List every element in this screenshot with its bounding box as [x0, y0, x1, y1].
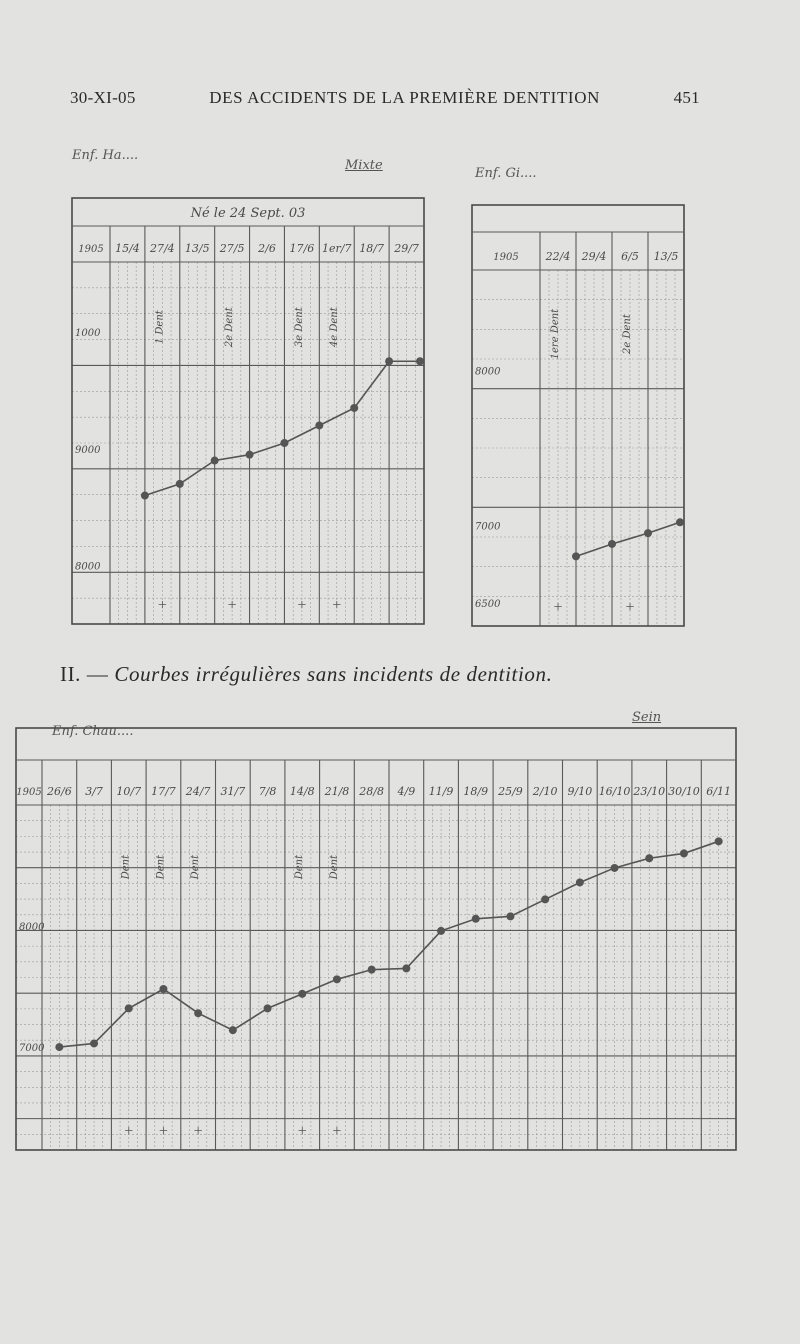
- tooth-marker: +: [553, 599, 563, 616]
- tick-label-y: 7000: [475, 521, 501, 533]
- tick-label-x: 29/7: [394, 242, 419, 255]
- data-point: [541, 895, 549, 903]
- tick-label-x: 26/6: [46, 785, 72, 798]
- tick-label-y: 8000: [19, 922, 45, 934]
- annotation-label: Dent: [155, 854, 167, 880]
- data-point: [333, 975, 341, 983]
- data-point: [572, 552, 580, 560]
- chart-1: [72, 198, 424, 624]
- tick-label-y: 1000: [75, 328, 101, 340]
- page-number: 451: [673, 88, 700, 107]
- tick-label-x: 16/10: [598, 785, 631, 798]
- tick-label-x: 21/8: [324, 785, 350, 798]
- tick-label-x: 30/10: [668, 785, 700, 798]
- tick-label-x: 4/9: [397, 785, 416, 798]
- year-label: 1905: [16, 787, 42, 798]
- data-point: [715, 837, 723, 845]
- year-label: 1905: [78, 244, 104, 255]
- tick-label-x: 17/6: [289, 242, 315, 255]
- data-point: [55, 1043, 63, 1051]
- tick-label-x: 6/11: [706, 785, 732, 798]
- tooth-marker: +: [227, 597, 237, 614]
- chart-frame: [472, 205, 684, 626]
- data-point: [125, 1004, 133, 1012]
- chart1-title: Né le 24 Sept. 03: [190, 206, 306, 221]
- data-point: [645, 854, 653, 862]
- data-point: [280, 439, 288, 447]
- data-point: [611, 864, 619, 872]
- minor-grid: [72, 262, 424, 624]
- annotation-label: 2e Dent: [224, 307, 236, 348]
- data-point: [315, 421, 323, 429]
- annotation-label: 1 Dent: [154, 310, 166, 345]
- tick-label-x: 2/6: [258, 242, 276, 255]
- annotation-label: 2e Dent: [622, 314, 633, 355]
- data-point: [264, 1004, 272, 1012]
- data-point: [350, 404, 358, 412]
- tick-label-x: 31/7: [220, 785, 246, 798]
- data-point: [402, 964, 410, 972]
- data-point: [416, 357, 424, 365]
- tick-label-x: 9/10: [567, 785, 593, 798]
- data-point: [506, 912, 514, 920]
- data-point: [676, 518, 684, 526]
- data-point: [385, 357, 393, 365]
- tick-label-x: 29/4: [581, 250, 607, 263]
- data-point: [211, 457, 219, 465]
- series-line: [145, 361, 420, 495]
- tick-label-y: 7000: [19, 1043, 45, 1055]
- tick-label-x: 25/9: [498, 785, 523, 798]
- tick-label-x: 18/7: [359, 242, 385, 255]
- annotation-label: Dent: [190, 854, 202, 880]
- tick-label-x: 15/4: [115, 242, 140, 255]
- tick-label-x: 24/7: [185, 785, 211, 798]
- chart1-child-name: Enf. Ha....: [72, 148, 139, 163]
- tick-label-y: 9000: [75, 444, 101, 456]
- data-point: [576, 878, 584, 886]
- series-line: [576, 522, 680, 556]
- data-point: [159, 985, 167, 993]
- chart-2: [472, 205, 684, 626]
- tick-label-x: 2/10: [532, 785, 558, 798]
- data-point: [229, 1026, 237, 1034]
- year-label: 1905: [493, 252, 519, 263]
- tick-label-x: 1er/7: [322, 242, 352, 255]
- chart2-child-name: Enf. Gi....: [475, 166, 537, 181]
- tick-label-y: 8000: [475, 366, 501, 378]
- tooth-marker: +: [193, 1123, 203, 1140]
- data-point: [194, 1009, 202, 1017]
- annotation-label: Dent: [294, 854, 306, 880]
- tick-label-x: 7/8: [258, 785, 277, 798]
- tick-label-y: 6500: [475, 598, 501, 610]
- tooth-marker: +: [297, 597, 307, 614]
- tick-label-x: 18/9: [463, 785, 489, 798]
- tooth-marker: +: [158, 1123, 168, 1140]
- data-point: [368, 966, 376, 974]
- tick-label-x: 3/7: [85, 785, 103, 798]
- tooth-marker: +: [332, 597, 342, 614]
- tick-label-x: 28/8: [359, 785, 385, 798]
- data-point: [176, 480, 184, 488]
- data-point: [141, 492, 149, 500]
- header-left: 30-XI-05: [70, 88, 136, 107]
- annotation-label: 3e Dent: [293, 307, 305, 348]
- data-point: [246, 451, 254, 459]
- tick-label-x: 14/8: [289, 785, 315, 798]
- tick-label-x: 13/5: [653, 250, 679, 263]
- data-point: [680, 849, 688, 857]
- data-point: [437, 927, 445, 935]
- data-point: [644, 529, 652, 537]
- tick-label-x: 11/9: [428, 785, 454, 798]
- tooth-marker: +: [124, 1123, 134, 1140]
- mixte-note: Mixte: [345, 158, 383, 173]
- header-title: DES ACCIDENTS DE LA PREMIÈRE DENTITION: [209, 88, 600, 107]
- caption-text: Courbes irrégulières sans incidents de dentition.: [114, 662, 553, 686]
- annotation-label: 4e Dent: [328, 307, 340, 348]
- tick-label-x: 6/5: [621, 250, 639, 263]
- data-point: [608, 540, 616, 548]
- annotation-label: Dent: [328, 854, 340, 880]
- chart-3: [16, 728, 736, 1150]
- sein-note: Sein: [632, 710, 662, 725]
- annotation-label: 1ere Dent: [550, 308, 561, 360]
- tick-label-x: 22/4: [545, 250, 571, 263]
- tooth-marker: +: [625, 599, 635, 616]
- tick-label-x: 17/7: [151, 785, 176, 798]
- tick-label-x: 10/7: [116, 785, 142, 798]
- data-point: [472, 915, 480, 923]
- tooth-marker: +: [297, 1123, 307, 1140]
- caption-number: II. —: [60, 662, 109, 686]
- tick-label-x: 27/4: [149, 242, 175, 255]
- minor-grid: [472, 270, 684, 626]
- data-point: [298, 990, 306, 998]
- data-point: [90, 1039, 98, 1047]
- tick-label-x: 27/5: [219, 242, 245, 255]
- tooth-marker: +: [157, 597, 167, 614]
- annotation-label: Dent: [120, 854, 132, 880]
- tick-label-x: 23/10: [633, 785, 666, 798]
- tick-label-x: 13/5: [184, 242, 210, 255]
- tooth-marker: +: [332, 1123, 342, 1140]
- tick-label-y: 8000: [75, 561, 101, 573]
- chart3-child-name: Enf. Chau....: [52, 724, 134, 739]
